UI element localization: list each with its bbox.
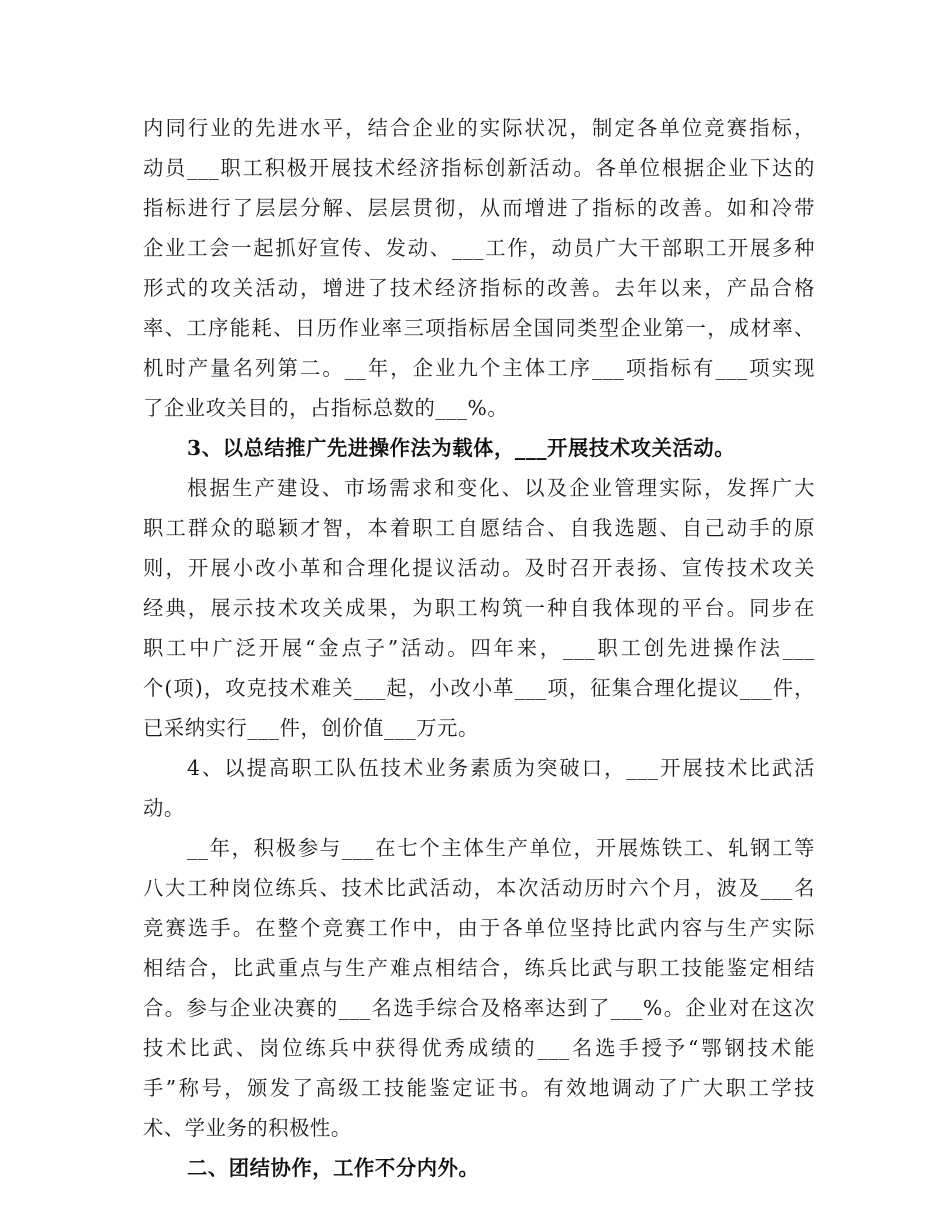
paragraph-line: 职工中广泛开展“金点子”活动。四年来，___职工创先进操作法___: [143, 636, 815, 660]
paragraph-line: 企业工会一起抓好宣传、发动、___工作，动员广大干部职工开展多种: [143, 236, 815, 260]
document-body: [143, 108, 815, 1188]
paragraph-line: 手”称号，颁发了高级工技能鉴定证书。有效地调动了广大职工学技: [143, 1076, 815, 1100]
paragraph-line: 则，开展小改小革和合理化提议活动。及时召开表扬、宣传技术攻关: [143, 556, 815, 580]
paragraph-line: 合。参与企业决赛的___名选手综合及格率达到了___%。企业对在这次: [143, 996, 815, 1020]
paragraph-line: 技术比武、岗位练兵中获得优秀成绩的___名选手授予“鄂钢技术能: [143, 1036, 815, 1060]
paragraph-line: 了企业攻关目的，占指标总数的___%。: [143, 396, 509, 420]
paragraph-line: 职工群众的聪颖才智，本着职工自愿结合、自我选题、自己动手的原: [143, 516, 815, 540]
paragraph-line: 竞赛选手。在整个竞赛工作中，由于各单位坚持比武内容与生产实际: [143, 916, 815, 940]
paragraph-line: 经典，展示技术攻关成果，为职工构筑一种自我体现的平台。同步在: [143, 596, 815, 620]
paragraph-line: 指标进行了层层分解、层层贯彻，从而增进了指标的改善。如和冷带: [143, 196, 815, 220]
section-heading-line: 3、以总结推广先进操作法为载体，___开展技术攻关活动。: [187, 436, 736, 460]
paragraph-line: 个(项)，攻克技术难关___起，小改小革___项，征集合理化提议___件，: [143, 676, 815, 700]
paragraph-line: 率、工序能耗、日历作业率三项指标居全国同类型企业第一，成材率、: [143, 316, 815, 340]
paragraph-line: 形式的攻关活动，增进了技术经济指标的改善。去年以来，产品合格: [143, 276, 815, 300]
paragraph-line: 机时产量名列第二。__年，企业九个主体工序___项指标有___项实现: [143, 356, 815, 380]
paragraph-line: 八大工种岗位练兵、技术比武活动，本次活动历时六个月，波及___名: [143, 876, 815, 900]
paragraph-line: 动员___职工积极开展技术经济指标创新活动。各单位根据企业下达的: [143, 156, 815, 180]
paragraph-line: 4、以提高职工队伍技术业务素质为突破口，___开展技术比武活: [187, 756, 815, 780]
paragraph-line: 动。: [143, 796, 185, 820]
paragraph-line: 已采纳实行___件，创价值___万元。: [143, 716, 479, 740]
paragraph-line: 相结合，比武重点与生产难点相结合，练兵比武与职工技能鉴定相结: [143, 956, 815, 980]
paragraph-line: 内同行业的先进水平，结合企业的实际状况，制定各单位竞赛指标，: [143, 116, 815, 140]
paragraph-line: 根据生产建设、市场需求和变化、以及企业管理实际，发挥广大: [187, 476, 815, 500]
paragraph-line: 术、学业务的积极性。: [143, 1116, 352, 1140]
section-heading-line: 二、团结协作，工作不分内外。: [187, 1156, 480, 1180]
paragraph-line: __年，积极参与___在七个主体生产单位，开展炼铁工、轧钢工等: [187, 836, 815, 860]
